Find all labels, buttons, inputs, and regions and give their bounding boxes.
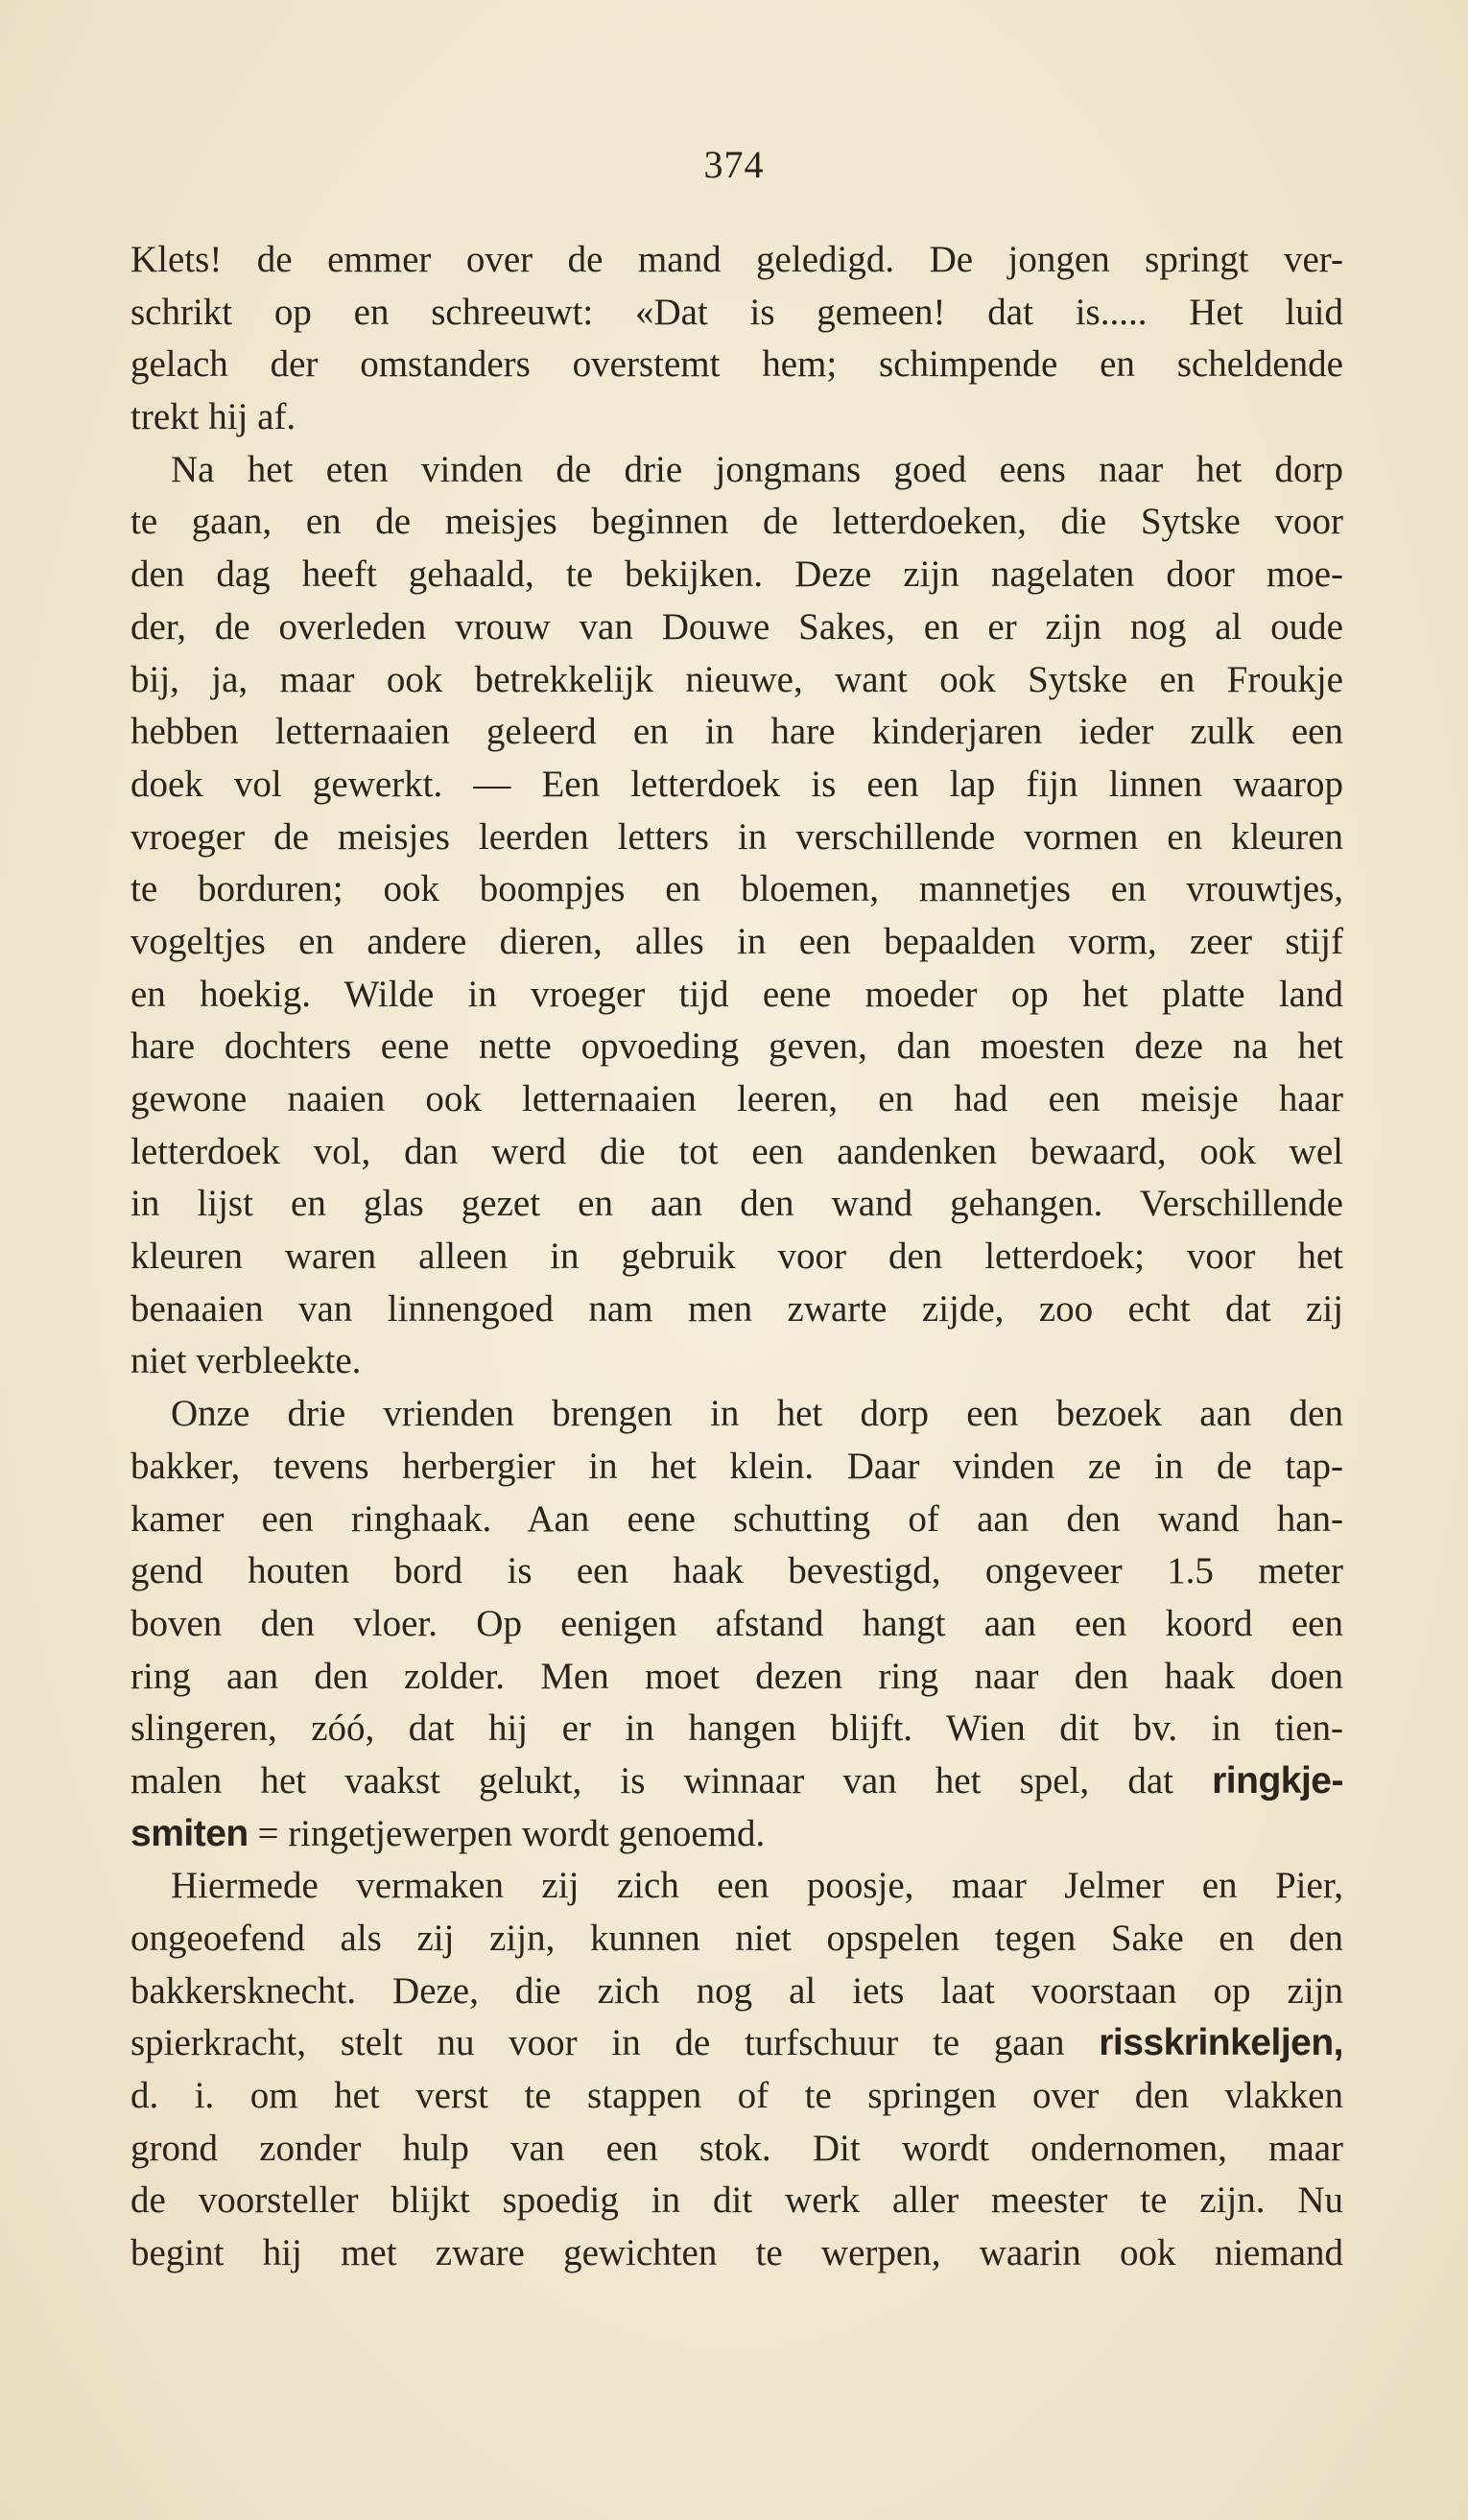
highlighted-term: ringkje- — [1212, 1759, 1343, 1802]
text-line — [130, 1178, 1343, 1231]
text-line — [130, 1598, 1343, 1651]
text-line — [130, 1755, 1343, 1808]
line-text: ongeoefend als zij zijn, kunnen niet opspelen tegen Sake en den — [130, 1918, 1343, 1959]
line-text: begint hij met zware gewichten te werpen, waarin ook niemand — [130, 2232, 1343, 2274]
line-text: bij, ja, maar ook betrekkelijk nieuwe, want ook Sytske en Froukje — [130, 658, 1343, 700]
line-text: trekt hij af. — [130, 396, 296, 438]
line-text: spierkracht, stelt nu voor in de turfschuur te gaan — [130, 2022, 1065, 2064]
line-text: kleuren waren alleen in gebruik voor den letterdoek; voor het — [130, 1236, 1343, 1278]
page-number: 374 — [703, 143, 765, 186]
text-line — [130, 2123, 1343, 2176]
text-line — [130, 1808, 1343, 1861]
text-line — [130, 1126, 1343, 1179]
text-line — [130, 391, 1343, 444]
highlighted-term: risskrinkeljen, — [1099, 2022, 1343, 2064]
text-line — [130, 1335, 1343, 1388]
line-text: bakkersknecht. Deze, die zich nog al iets laat voorstaan op zijn — [130, 1969, 1343, 2012]
text-line — [130, 812, 1343, 864]
line-text: letterdoek vol, dan werd die tot een aandenken bewaard, ook wel — [130, 1130, 1343, 1172]
line-text: slingeren, zóó, dat hij er in hangen blijft. Wien dit bv. in tien- — [130, 1707, 1343, 1750]
line-text: in lijst en glas gezet en aan den wand gehangen. Verschillende — [130, 1183, 1343, 1225]
body-text — [130, 234, 1343, 2280]
line-text: kamer een ringhaak. Aan eene schutting of aan den wand han- — [130, 1497, 1343, 1540]
line-text: vroeger de meisjes leerden letters in verschillende vormen en kleuren — [130, 815, 1343, 858]
text-line — [130, 1545, 1343, 1598]
text-line — [130, 1231, 1343, 1284]
text-line — [130, 496, 1343, 549]
line-text: malen het vaakst gelukt, is winnaar van het spel, dat — [130, 1759, 1173, 1802]
line-text: vogeltjes en andere dieren, alles in een bepaalden vorm, zeer stijf — [130, 920, 1343, 962]
text-line — [130, 1021, 1343, 1073]
line-text: Hiermede vermaken zij zich een poosje, maar Jelmer en Pier, — [171, 1865, 1343, 1907]
text-line — [130, 1651, 1343, 1704]
line-text: grond zonder hulp van een stok. Dit wordt ondernomen, maar — [130, 2127, 1343, 2169]
line-text: der, de overleden vrouw van Douwe Sakes, en er zijn nog al oude — [130, 605, 1343, 648]
text-line — [130, 1441, 1343, 1494]
text-line — [130, 1703, 1343, 1755]
text-line — [130, 1388, 1343, 1441]
line-text: hebben letternaaien geleerd en in hare kinderjaren ieder zulk een — [130, 711, 1343, 753]
text-line — [130, 234, 1343, 287]
text-line — [130, 2070, 1343, 2123]
line-text: den dag heeft gehaald, te bekijken. Deze zijn nagelaten door moe- — [130, 553, 1343, 596]
text-line — [130, 549, 1343, 601]
line-text: boven den vloer. Op eenigen afstand hangt aan een koord een — [130, 1602, 1343, 1644]
text-line — [130, 969, 1343, 1022]
text-line — [130, 287, 1343, 340]
text-line — [130, 1284, 1343, 1336]
text-line — [130, 2017, 1343, 2070]
text-line — [130, 1494, 1343, 1546]
line-text: d. i. om het verst te stappen of te springen over den vlakken — [130, 2075, 1343, 2117]
text-line — [130, 1913, 1343, 1966]
text-line — [130, 444, 1343, 497]
text-line — [130, 863, 1343, 916]
text-line — [130, 1073, 1343, 1126]
line-text: gelach der omstanders overstemt hem; schimpende en scheldende — [130, 343, 1343, 386]
text-line — [130, 2227, 1343, 2280]
line-text: Onze drie vrienden brengen in het dorp een bezoek aan den — [171, 1393, 1343, 1435]
line-text: te gaan, en de meisjes beginnen de letterdoeken, die Sytske voor — [130, 501, 1343, 543]
line-text: de voorsteller blijkt spoedig in dit werk aller meester te zijn. Nu — [130, 2179, 1343, 2222]
text-line — [130, 654, 1343, 707]
line-text: te borduren; ook boompjes en bloemen, mannetjes en vrouwtjes, — [130, 868, 1343, 910]
line-text: bakker, tevens herbergier in het klein. Daar vinden ze in de tap- — [130, 1445, 1343, 1487]
line-text: niet verbleekte. — [130, 1340, 362, 1382]
text-line — [130, 1860, 1343, 1913]
line-text: = ringetjewerpen wordt genoemd. — [257, 1812, 766, 1854]
highlighted-term: smiten — [130, 1812, 249, 1854]
line-text: schrikt op en schreeuwt: «Dat is gemeen! dat is..... Het luid — [130, 291, 1343, 333]
text-line — [130, 759, 1343, 812]
line-text: Klets! de emmer over de mand geledigd. De jongen springt ver- — [130, 239, 1343, 280]
line-text: benaaien van linnengoed nam men zwarte zijde, zoo echt dat zij — [130, 1287, 1343, 1330]
line-text: en hoekig. Wilde in vroeger tijd eene moeder op het platte land — [130, 973, 1343, 1015]
line-text: hare dochters eene nette opvoeding geven, dan moesten deze na het — [130, 1025, 1343, 1068]
line-text: gend houten bord is een haak bevestigd, ongeveer 1.5 meter — [130, 1550, 1343, 1592]
text-line — [130, 1966, 1343, 2018]
line-text: Na het eten vinden de drie jongmans goed eens naar het dorp — [171, 448, 1343, 490]
text-line — [130, 601, 1343, 654]
line-text: ring aan den zolder. Men moet dezen ring naar den haak doen — [130, 1655, 1343, 1697]
text-line — [130, 339, 1343, 391]
line-text: doek vol gewerkt. — Een letterdoek is een lap fijn linnen waarop — [130, 763, 1343, 805]
text-line — [130, 706, 1343, 759]
text-line — [130, 916, 1343, 969]
text-line — [130, 2175, 1343, 2227]
line-text: gewone naaien ook letternaaien leeren, en had een meisje haar — [130, 1078, 1343, 1119]
